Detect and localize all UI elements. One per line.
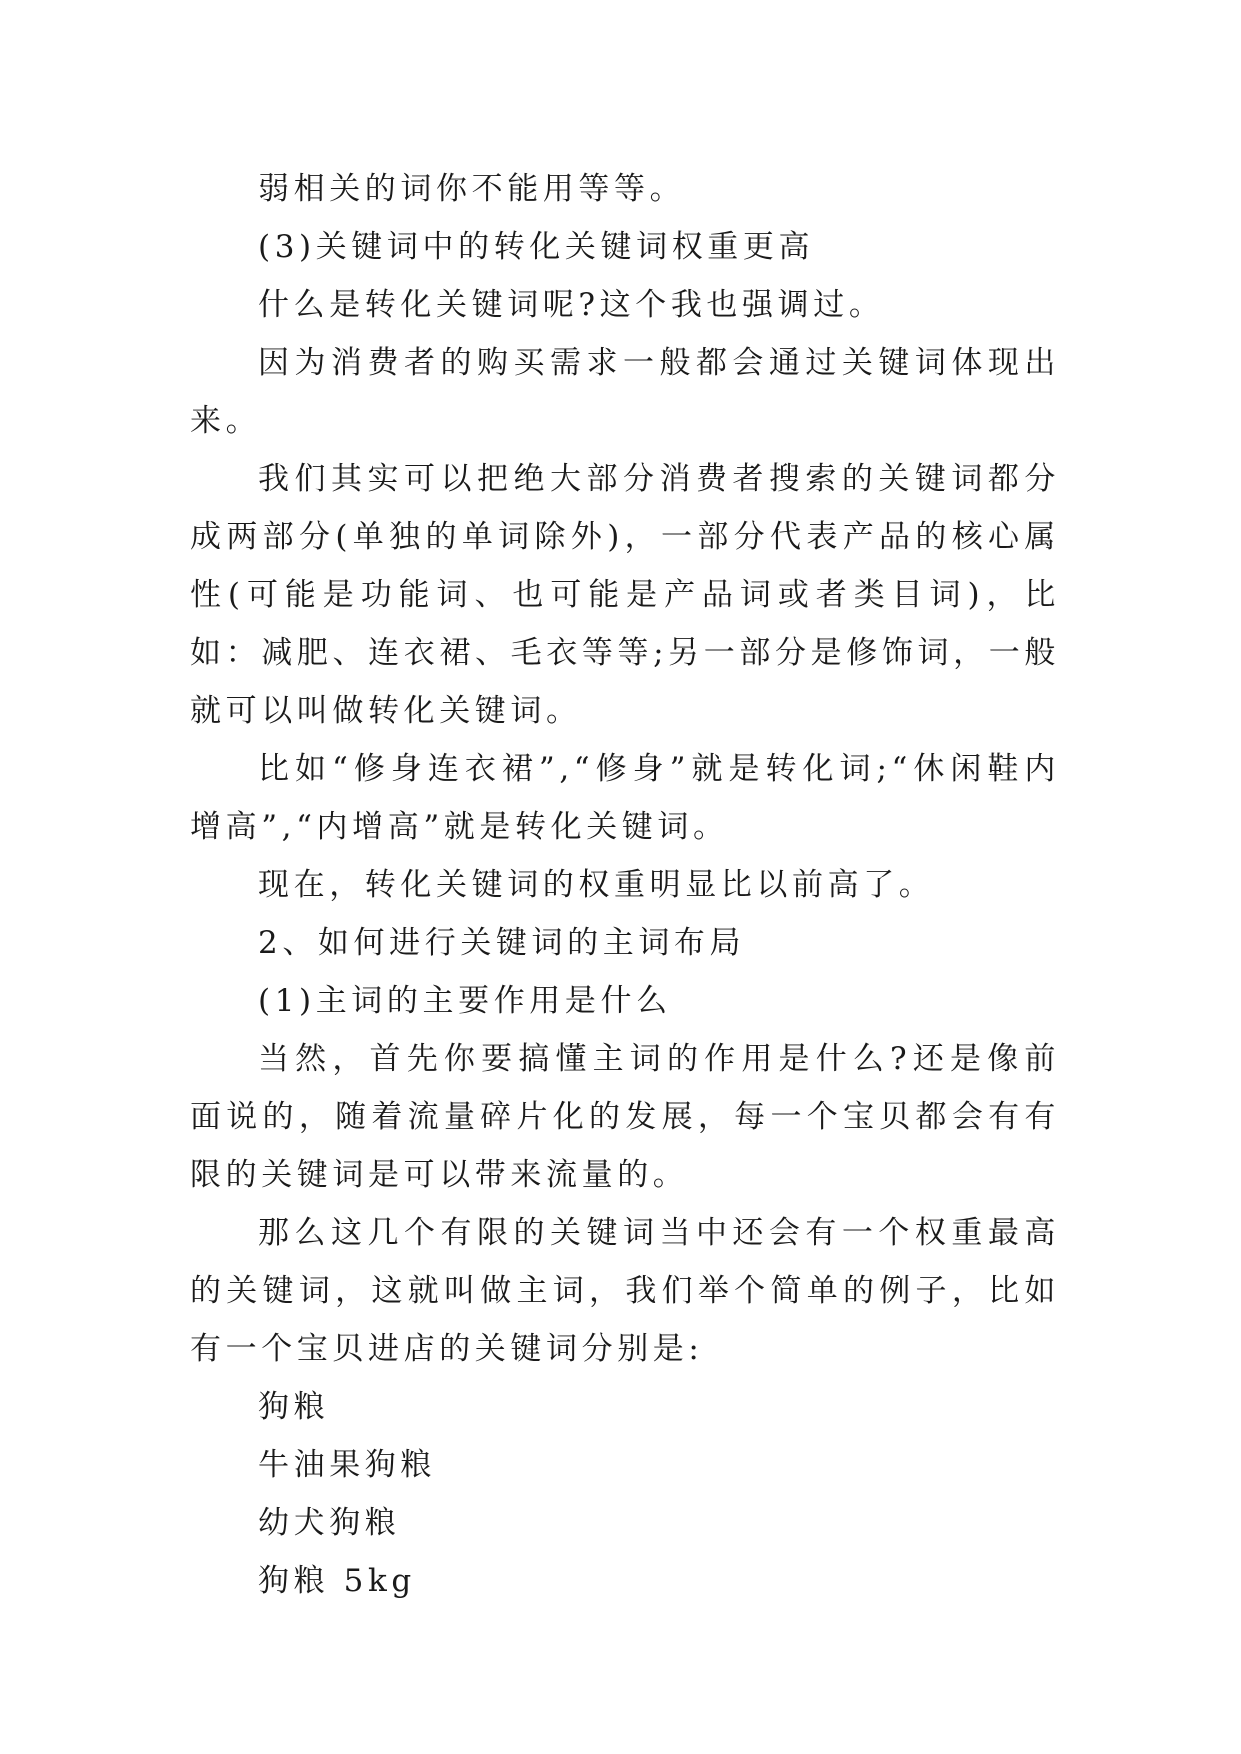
paragraph: 什么是转化关键词呢?这个我也强调过。: [258, 287, 885, 323]
keyword-list-item: 牛油果狗粮: [258, 1447, 436, 1483]
keyword-list-item: 幼犬狗粮: [258, 1505, 401, 1541]
paragraph: 当然，首先你要搞懂主词的作用是什么?还是像前面说的，随着流量碎片化的发展，每一个宝贝都会有有限的关键词是可以带来流量的。: [190, 1041, 1060, 1193]
paragraph: 那么这几个有限的关键词当中还会有一个权重最高的关键词，这就叫做主词，我们举个简单的例子，比如有一个宝贝进店的关键词分别是:: [190, 1215, 1060, 1367]
keyword-list-item: 狗粮: [258, 1389, 330, 1425]
document-body: [190, 160, 1060, 1610]
paragraph: 现在，转化关键词的权重明显比以前高了。: [258, 867, 935, 903]
subsection-heading: (1)主词的主要作用是什么: [258, 983, 672, 1019]
keyword-list-item: 狗粮 5kg: [258, 1563, 416, 1599]
paragraph: 弱相关的词你不能用等等。: [258, 171, 686, 207]
paragraph-heading-3: (3)关键词中的转化关键词权重更高: [258, 229, 815, 265]
paragraph: 我们其实可以把绝大部分消费者搜索的关键词都分成两部分(单独的单词除外)，一部分代表产品的核心属性(可能是功能词、也可能是产品词或者类目词)，比如：减肥、连衣裙、毛衣等等;另一部分是修饰词，一般就可以叫做转化关键词。: [190, 461, 1060, 729]
paragraph: 因为消费者的购买需求一般都会通过关键词体现出来。: [190, 345, 1060, 439]
paragraph: 比如“修身连衣裙”,“修身”就是转化词;“休闲鞋内增高”,“内增高”就是转化关键词。: [190, 751, 1060, 845]
section-heading: 2、如何进行关键词的主词布局: [258, 925, 746, 961]
